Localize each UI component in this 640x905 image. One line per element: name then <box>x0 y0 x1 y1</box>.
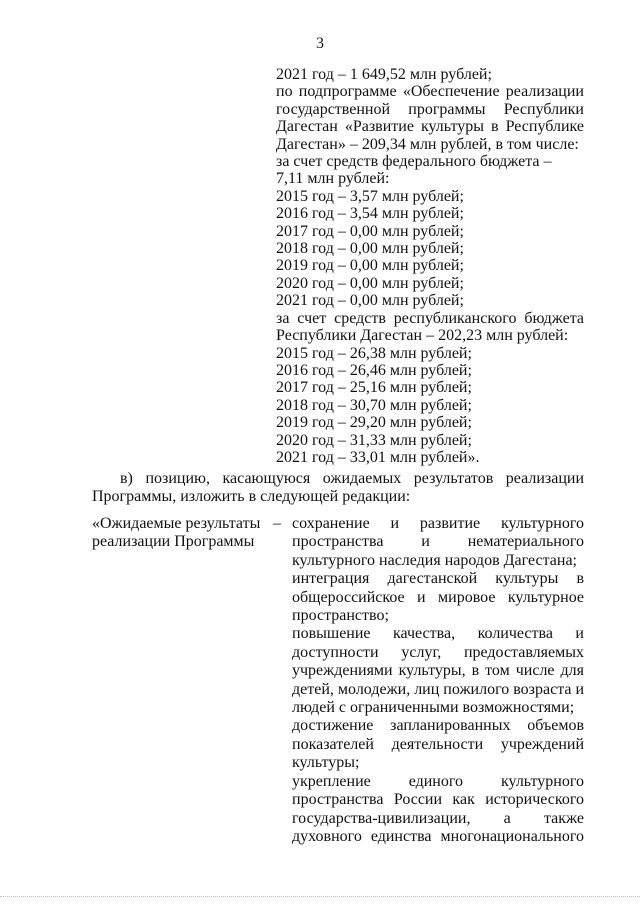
page-bottom-divider <box>0 896 640 898</box>
funding-line: 2018 год – 30,70 млн рублей; <box>276 396 472 414</box>
result-line: пространство; <box>292 607 389 625</box>
result-line: достижение запланированных объемов <box>292 717 584 735</box>
result-line: пространства и нематериального <box>292 533 584 551</box>
expected-results-label <box>92 515 272 551</box>
expected-results-list <box>292 515 584 846</box>
result-line: учреждениями культуры, в том числе для <box>292 662 584 680</box>
funding-line: 2019 год – 29,20 млн рублей; <box>276 414 472 432</box>
funding-line: Дагестан» – 209,34 млн рублей, в том числе: <box>276 135 579 153</box>
funding-line: 2019 год – 0,00 млн рублей; <box>276 257 464 275</box>
funding-line: государственной программы Республики <box>276 100 584 118</box>
funding-line: 2017 год – 25,16 млн рублей; <box>276 379 472 397</box>
result-line: государства-цивилизации, а также <box>292 809 584 827</box>
funding-line: за счет средств федерального бюджета – <box>276 153 552 171</box>
funding-line: 2016 год – 3,54 млн рублей; <box>276 205 464 223</box>
label-dash: – <box>273 515 281 532</box>
result-line: духовного единства многонационального <box>292 827 584 845</box>
funding-line: 2021 год – 1 649,52 млн рублей; <box>276 66 492 83</box>
result-line: сохранение и развитие культурного <box>292 515 584 532</box>
expected-result-item <box>292 625 584 717</box>
paragraph-v-line: в) позицию, касающуюся ожидаемых результатов реализации <box>120 470 584 487</box>
result-line: детей, молодежи, лиц пожилого возраста и <box>292 680 585 698</box>
paragraph-v <box>92 470 584 506</box>
result-line: пространства России как исторического <box>292 791 584 809</box>
funding-breakdown-block <box>276 66 584 466</box>
result-line: общероссийское и мировое культурное <box>292 588 584 606</box>
result-line: повышение качества, количества и <box>292 625 584 643</box>
funding-line: 2021 год – 0,00 млн рублей; <box>276 292 464 310</box>
page-number: 3 <box>316 35 324 52</box>
result-line: доступности услуг, предоставляемых <box>292 643 584 661</box>
expected-result-item <box>292 717 584 772</box>
funding-line: за счет средств республиканского бюджета <box>276 309 584 327</box>
expected-result-item <box>292 570 584 625</box>
result-line: интеграция дагестанской культуры в <box>292 570 584 588</box>
result-line: культурного наследия народов Дагестана; <box>292 551 577 569</box>
expected-results-label-line: реализации Программы <box>92 533 255 550</box>
expected-results-label-line: «Ожидаемые результаты <box>92 515 261 532</box>
funding-line: 2021 год – 33,01 млн рублей». <box>276 448 480 466</box>
funding-line: 2015 год – 26,38 млн рублей; <box>276 344 472 362</box>
result-line: укрепление единого культурного <box>292 772 584 790</box>
funding-line: 7,11 млн рублей: <box>276 170 390 188</box>
funding-line: по подпрограмме «Обеспечение реализации <box>276 83 584 101</box>
funding-line: 2016 год – 26,46 млн рублей; <box>276 361 472 379</box>
result-line: людей с ограниченными возможностями; <box>292 699 575 717</box>
funding-line: Дагестан «Развитие культуры в Республике <box>276 118 584 136</box>
funding-line: Республики Дагестан – 202,23 млн рублей: <box>276 327 569 345</box>
expected-result-item <box>292 773 584 847</box>
expected-result-item <box>292 515 584 570</box>
funding-line: 2020 год – 0,00 млн рублей; <box>276 274 464 292</box>
funding-line: 2015 год – 3,57 млн рублей; <box>276 187 464 205</box>
funding-line: 2020 год – 31,33 млн рублей; <box>276 431 472 449</box>
funding-line: 2018 год – 0,00 млн рублей; <box>276 240 464 258</box>
paragraph-v-line: Программы, изложить в следующей редакции: <box>92 488 411 505</box>
result-line: культуры; <box>292 754 360 772</box>
result-line: показателей деятельности учреждений <box>292 735 584 753</box>
funding-line: 2017 год – 0,00 млн рублей; <box>276 222 464 240</box>
